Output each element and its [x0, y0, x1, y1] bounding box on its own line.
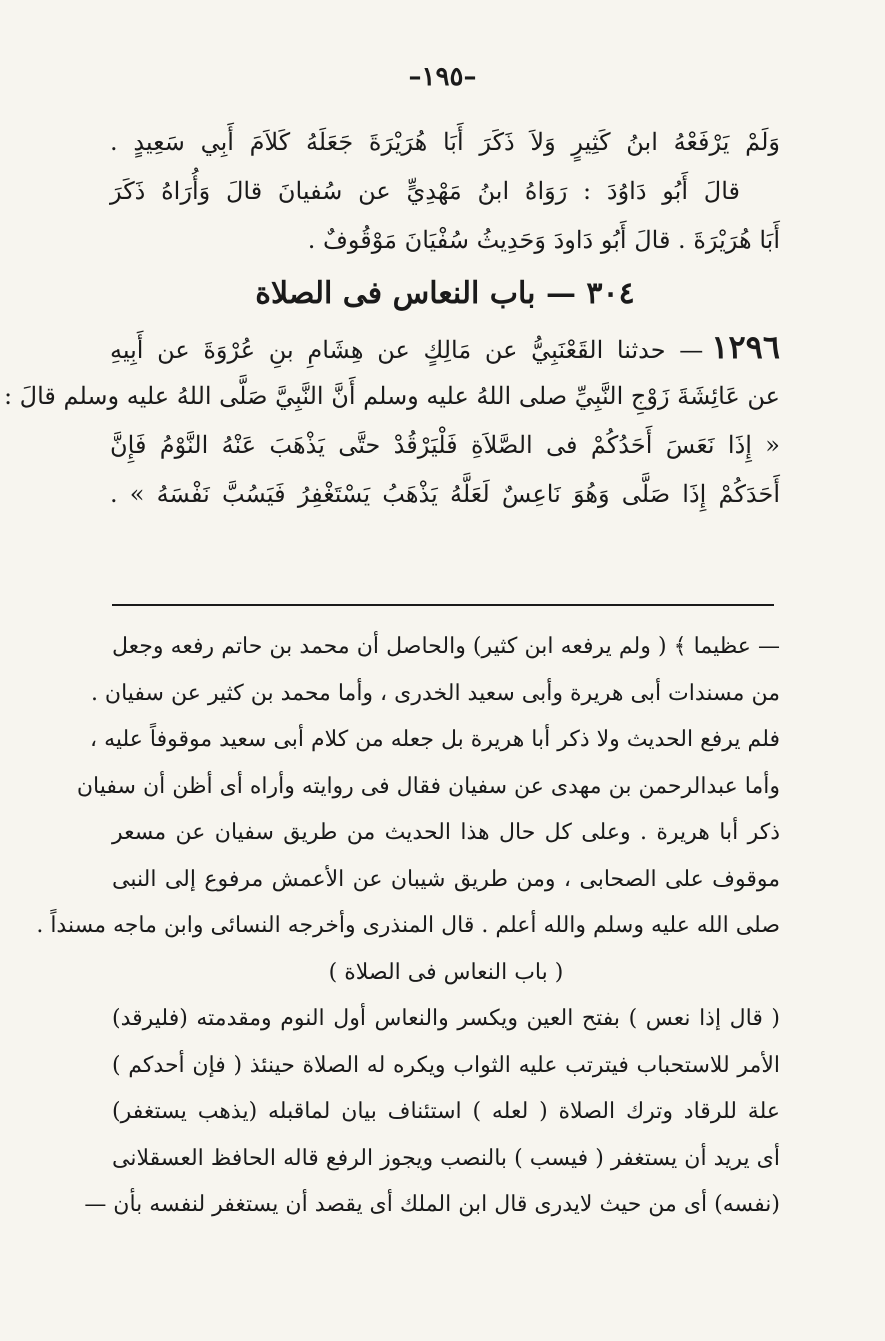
note-line: موقوف على الصحابى ، ومن طريق شيبان عن الأعمش مرفوع إلى النبى	[112, 866, 780, 892]
note-line: وأما عبدالرحمن بن مهدى عن سفيان فقال فى روايته وأراه أى أظن أن سفيان	[76, 773, 780, 799]
chapter-heading: ٣٠٤ — باب النعاس فى الصلاة	[255, 276, 635, 311]
footnote-divider	[112, 604, 774, 606]
hadith-line: عن عَائِشَةَ زَوْجِ النَّبِيِّ صلى اللهُ عليه وسلم أَنَّ النَّبِيَّ صَلَّى اللهُ عليه وسلم قالَ :	[3, 382, 780, 410]
hadith-first-line	[110, 323, 780, 372]
note-line: من مسندات أبى هريرة وأبى سعيد الخدرى ، وأما محمد بن كثير عن سفيان .	[90, 680, 780, 706]
note-line: ( قال إذا نعس ) بفتح العين ويكسر والنعاس أول النوم ومقدمته (فليرقد)	[112, 1006, 780, 1031]
note-line: — عظيما ﴾ ( ولم يرفعه ابن كثير) والحاصل أن محمد بن حاتم رفعه وجعل	[112, 634, 780, 659]
note-line: صلى الله عليه وسلم والله أعلم . قال المنذرى وأخرجه النسائى وابن ماجه مسنداً .	[36, 913, 780, 938]
note-line: (نفسه) أى من حيث لايدرى قال ابن الملك أى يقصد أن يستغفر لنفسه بأن —	[84, 1192, 780, 1217]
hadith-number: ١٢٩٦	[711, 328, 780, 366]
note-line: أى يريد أن يستغفر ( فيسب ) بالنصب ويجوز الرفع قاله الحافظ العسقلانى	[112, 1145, 780, 1171]
note-line: علة للرقاد وترك الصلاة ( لعله ) استئناف بيان لماقبله (يذهب يستغفر)	[112, 1099, 780, 1124]
hadith-line: أَحَدَكُمْ إِذَا صَلَّى وَهُوَ نَاعِسٌ لَعَلَّهُ يَذْهَبُ يَسْتَغْفِرُ فَيَسُبَّ نَفْسَهُ » .	[110, 480, 780, 508]
note-line: ذكر أبا هريرة . وعلى كل حال هذا الحديث من طريق سفيان عن مسعر	[112, 820, 780, 845]
notes-subheading: ( باب النعاس فى الصلاة )	[328, 959, 564, 985]
note-line: الأمر للاستحباب فيترتب عليه الثواب ويكره له الصلاة حينئذ ( فإن أحدكم )	[112, 1052, 780, 1078]
text-line: وَلَمْ يَرْفَعْهُ ابنُ كَثِيرٍ وَلاَ ذَكَرَ أَبَا هُرَيْرَةَ جَعَلَهُ كَلاَمَ أَبِي سَعِيدٍ .	[110, 128, 780, 156]
note-line: فلم يرفع الحديث ولا ذكر أبا هريرة بل جعله من كلام أبى سعيد موقوفاً عليه ،	[90, 727, 780, 752]
commentary-notes	[36, 624, 780, 1229]
text-line: أَبَا هُرَيْرَةَ . قالَ أَبُو دَاودَ وَحَدِيثُ سُفْيَانَ مَوْقُوفٌ .	[307, 226, 780, 254]
page-number: –١٩٥–	[408, 62, 477, 92]
main-text	[3, 118, 780, 519]
hadith-line: « إِذَا نَعَسَ أَحَدُكُمْ فى الصَّلاَةِ فَلْيَرْقُدْ حتَّى يَذْهَبَ عَنْهُ النَّوْمُ فَإِنَّ	[110, 431, 780, 459]
text-line: قالَ أَبُو دَاوُدَ : رَوَاهُ ابنُ مَهْدِيٍّ عن سُفيانَ قالَ وَأُرَاهُ ذَكَرَ	[110, 177, 740, 205]
hadith-line: — حدثنا القَعْنَبِيُّ عن مَالِكٍ عن هِشَامِ بنِ عُرْوَةَ عن أَبِيهِ	[110, 336, 704, 364]
